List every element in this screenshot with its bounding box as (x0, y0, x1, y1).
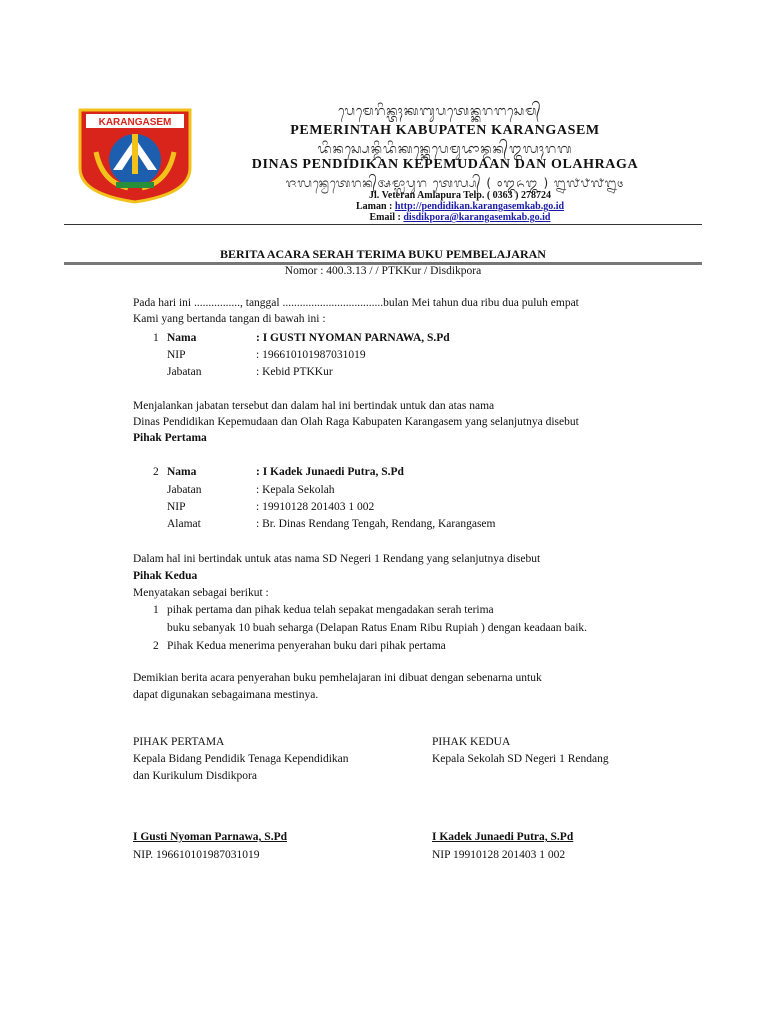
statement-item1-line2: buku sebanyak 10 buah seharga (Delapan Ratus Enam Ribu Rupiah ) dengan keadaan baik. (167, 622, 588, 634)
email-line (300, 212, 620, 223)
karangasem-logo (78, 108, 192, 204)
document-number: Nomor : 400.3.13 / / PTKKur / Disdikpora (284, 265, 482, 277)
party1-description-1: Menjalankan jabatan tersebut dan dalam hal ini bertindak untuk dan atas nama (133, 400, 495, 412)
party2-nip-label: NIP (167, 501, 186, 513)
statement-item1-number: 1 (153, 604, 159, 616)
party1-job: : Kebid PTKKur (256, 366, 333, 378)
party2-name-label: Nama (167, 466, 197, 478)
party2-number: 2 (153, 466, 159, 478)
party1-number: 1 (153, 332, 159, 344)
department-name: DINAS PENDIDIKAN KEPEMUDAAN DAN OLAHRAGA (251, 157, 639, 172)
party1-name: : I GUSTI NYOMAN PARNAWA, S.Pd (256, 332, 450, 344)
party2-description: Dalam hal ini bertindak untuk atas nama SD Negeri 1 Rendang yang selanjutnya disebut (133, 553, 541, 565)
balinese-script-line-3: ᬚᬮᬦ᭄ᬯᬾᬢᬾᬭᬦ᭄ᬅᬫ᭄ᬮᬵᬧᬸᬭ ᬢᬾᬮ᭄ᬧ᭄ ( ᭐᭓᭖᭓ ) ᭒᭗᭘᭗᭒᭔ (285, 176, 625, 190)
website-link[interactable]: http://pendidikan.karangasemkab.go.id (394, 201, 565, 212)
right-signatory-role: PIHAK KEDUA (432, 736, 511, 748)
left-signatory-name: I Gusti Nyoman Parnawa, S.Pd (133, 831, 287, 843)
party2-address-label: Alamat (167, 518, 201, 530)
party2-nip: : 19910128 201403 1 002 (256, 501, 375, 513)
balinese-script-line-1: ᬧᬾᬫᬾᬭᬶᬦ᭄ᬢᬄᬓᬩᬸᬧᬢᬾᬦ᭄ᬓᬭᬗᬲᬾᬫ᭄ (338, 104, 542, 119)
intro-date-line: Pada hari ini ................, tanggal ...................................bulan Mei tahun dua ribu dua puluh empat (133, 297, 579, 309)
header-divider-thin (64, 224, 702, 225)
party2-address: : Br. Dinas Rendang Tengah, Rendang, Karangasem (256, 518, 496, 530)
document-title: BERITA ACARA SERAH TERIMA BUKU PEMBELAJARAN (220, 247, 546, 261)
statement-item2-number: 2 (153, 640, 159, 652)
party2-job: : Kepala Sekolah (256, 484, 335, 496)
closing-line-2: dapat digunakan sebagaimana mestinya. (133, 689, 319, 701)
party1-nip-label: NIP (167, 349, 186, 361)
statement-item1-line1: pihak pertama dan pihak kedua telah sepakat mengadakan serah terima (167, 604, 494, 616)
right-signatory-nip: NIP 19910128 201403 1 002 (432, 849, 566, 861)
left-signatory-title-1: Kepala Bidang Pendidik Tenaga Kependidikan (133, 753, 349, 765)
statement-intro: Menyatakan sebagai berikut : (133, 587, 269, 599)
website-label: Laman : (355, 201, 395, 212)
statement-item2-line: Pihak Kedua menerima penyerahan buku dari pihak pertama (167, 640, 446, 652)
government-name: PEMERINTAH KABUPATEN KARANGASEM (290, 123, 600, 138)
left-signatory-role: PIHAK PERTAMA (133, 736, 225, 748)
closing-line-1: Demikian berita acara penyerahan buku pemhelajaran ini dibuat dengan sebenarna untuk (133, 672, 542, 684)
office-address: Jl. Veteran Amlapura Telp. ( 0363 ) 278724 (369, 190, 551, 201)
left-signatory-nip: NIP. 196610101987031019 (133, 849, 260, 861)
right-signatory-title-1: Kepala Sekolah SD Negeri 1 Rendang (432, 753, 609, 765)
left-signatory-title-2: dan Kurikulum Disdikpora (133, 770, 257, 782)
logo-label: KARANGASEM (98, 117, 172, 128)
party1-job-label: Jabatan (167, 366, 202, 378)
party1-name-label: Nama (167, 332, 197, 344)
email-link[interactable]: disdikpora@karangasemkab.go.id (403, 212, 551, 223)
party2-job-label: Jabatan (167, 484, 202, 496)
balinese-script-line-2: ᬤᬶᬦᬲ᭄ᬧᬾᬦ᭄ᬤᬶᬤᬶᬓᬦ᭄ᬓᬾᬧᬾᬫᬸᬤᬵᬦ᭄ᬤᬦ᭄ᬑᬮᬄᬭᬕ (317, 142, 573, 157)
email-label: Email : (369, 212, 404, 223)
party1-nip: : 196610101987031019 (256, 349, 366, 361)
party2-name: : I Kadek Junaedi Putra, S.Pd (256, 466, 404, 478)
party1-role: Pihak Pertama (133, 432, 207, 444)
party2-role: Pihak Kedua (133, 570, 198, 582)
website-line (300, 201, 620, 212)
party1-description-2: Dinas Pendidikan Kepemudaan dan Olah Raga Kabupaten Karangasem yang selanjutnya disebut (133, 416, 579, 428)
right-signatory-name: I Kadek Junaedi Putra, S.Pd (432, 831, 574, 843)
intro-signatories-line: Kami yang bertanda tangan di bawah ini : (133, 313, 326, 325)
